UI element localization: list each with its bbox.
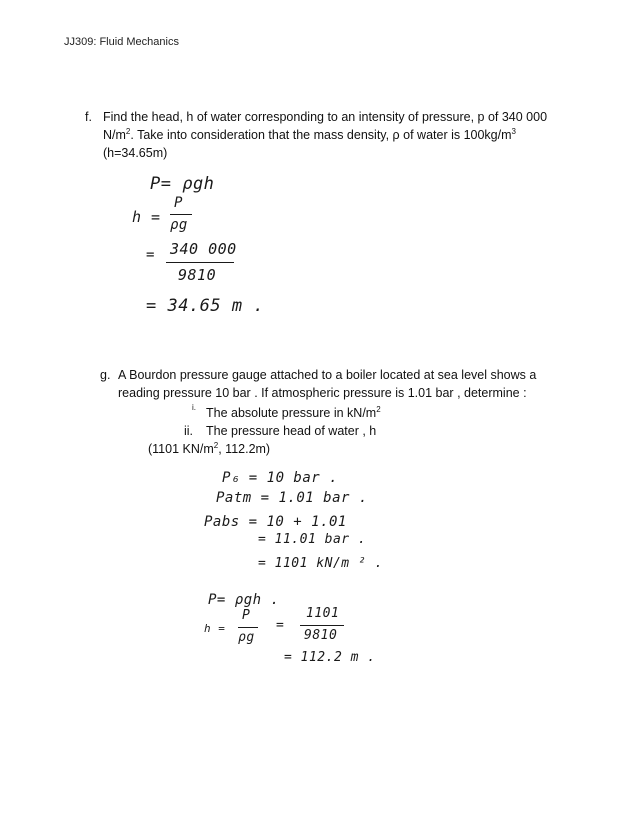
working-g-frac-num: P	[242, 608, 251, 623]
working-g-num2: 1101	[306, 606, 340, 621]
question-g-answer-sup: 2	[213, 441, 219, 450]
question-g-item1-sup: 2	[376, 405, 381, 414]
question-g-item1	[206, 404, 381, 422]
working-g-h-eq: h =	[204, 622, 226, 635]
question-g-item1-text: The absolute pressure in kN/m	[206, 406, 377, 420]
working-g-line2	[300, 625, 344, 626]
question-g-line1: A Bourdon pressure gauge attached to a boiler located at sea level shows a	[118, 368, 537, 382]
working-g-den2: 9810	[304, 628, 338, 643]
working-g-frac-den: ρg	[238, 630, 255, 645]
working-f-h-eq: h =	[132, 208, 161, 226]
working-g-pg: P₆ = 10 bar .	[222, 470, 339, 486]
page-header: JJ309: Fluid Mechanics	[64, 36, 179, 48]
question-f-answer: (h=34.65m)	[103, 146, 168, 160]
question-f-line2-sup: 2	[125, 127, 131, 136]
question-f-line1: Find the head, h of water corresponding to an intensity of pressure, p of 340 000	[103, 110, 548, 124]
question-g-item2: The pressure head of water , h	[206, 424, 377, 438]
question-f-line2-a: N/m	[103, 128, 126, 142]
question-g-line2: reading pressure 10 bar . If atmospheric pressure is 1.01 bar , determine :	[118, 386, 527, 400]
working-f-formula: P= ρgh	[150, 174, 215, 194]
working-g-result: = 112.2 m .	[284, 650, 376, 665]
question-g-answer-b: , 112.2m)	[218, 442, 271, 456]
working-g-pabs2: = 11.01 bar .	[258, 532, 367, 547]
question-g-answer-a: (1101 KN/m	[148, 442, 214, 456]
working-f-step2-num: 340 000	[170, 240, 237, 258]
working-f-step2-den: 9810	[178, 266, 217, 284]
working-f-result: = 34.65 m .	[146, 296, 265, 316]
working-g-formula: P= ρgh .	[208, 592, 280, 608]
working-f-frac-line	[170, 214, 192, 215]
working-f-step2-line	[166, 262, 234, 263]
working-g-eq2: =	[276, 618, 285, 633]
question-f-line2-b: . Take into consideration that the mass density, ρ of water is 100kg/m	[130, 128, 512, 142]
question-f-label: f.	[85, 110, 92, 124]
working-f-frac-den: ρg	[170, 217, 188, 233]
working-f-step2-eq: =	[146, 247, 155, 263]
question-f-line2-sup2: 3	[511, 127, 516, 136]
working-g-frac-line	[238, 627, 258, 628]
question-f-line2	[103, 126, 516, 144]
working-g-patm: Patm = 1.01 bar .	[216, 490, 368, 506]
working-g-pabs: Pabs = 10 + 1.01	[204, 514, 347, 530]
question-g-answer	[148, 440, 270, 458]
working-g-pabs3: = 1101 kN/m ² .	[258, 556, 383, 571]
question-g-label: g.	[100, 368, 111, 382]
question-g-item2-label: ii.	[184, 424, 194, 438]
working-f-frac-num: P	[174, 195, 183, 211]
question-g-item1-label: i.	[192, 403, 196, 412]
